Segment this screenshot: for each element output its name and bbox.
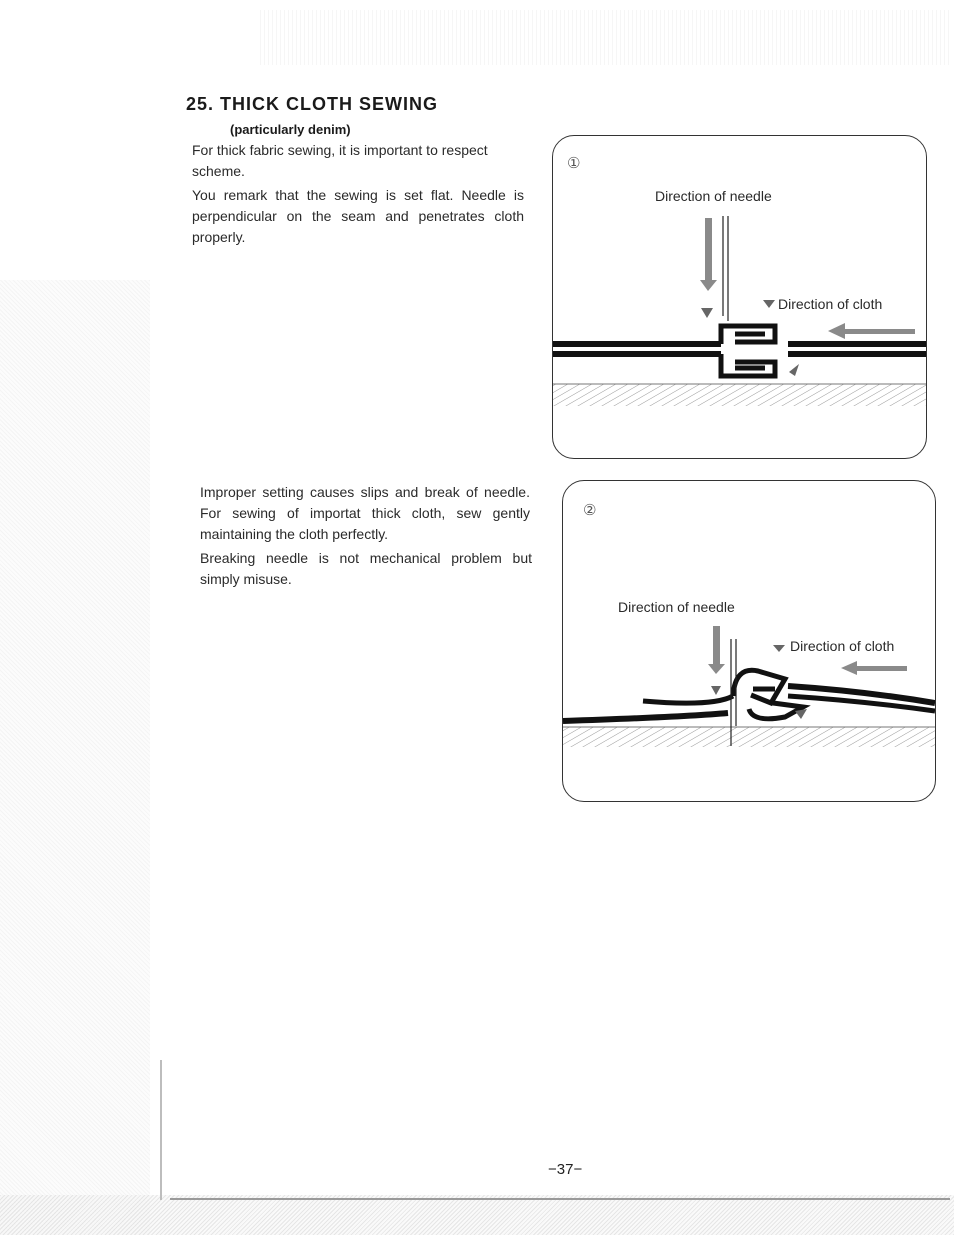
scan-noise-bottom [0,1195,954,1235]
scan-noise-left [0,280,150,1235]
cloth-direction-arrow [828,323,915,339]
cloth-layers [563,686,935,721]
scan-noise-top [260,10,950,65]
figure-2-needle-label: Direction of needle [618,599,735,615]
needle-direction-arrow [700,218,717,291]
paragraph-flat-setting: You remark that the sewing is set flat. Needle is perpendicular on the seam and penetrates cloth properly. [192,187,524,245]
figure-correct-sewing [552,135,927,459]
page-number: −37− [548,1161,583,1178]
paragraph-improper-setting: Improper setting causes slips and break of needle. For sewing of importat thick cloth, sew gently maintaining the cloth perfectly. [200,484,530,542]
needle [723,216,728,321]
needle-direction-arrow [708,626,725,674]
figure-1-number: ① [567,155,581,172]
page-edge [160,1060,162,1200]
table-surface-hatch [553,384,926,406]
figure-incorrect-sewing [562,480,936,802]
folded-seam [721,326,775,376]
figure-1-cloth-label: Direction of cloth [778,296,883,312]
figure-2-cloth-label: Direction of cloth [790,638,895,654]
section-subheading: (particularly denim) [230,122,351,137]
paragraph-importance: For thick fabric sewing, it is important to respect scheme. [192,142,488,179]
page-bottom-rule [170,1198,950,1200]
table-surface-hatch [563,727,935,747]
section-heading: 25. THICK CLOTH SEWING [186,94,439,114]
cloth-direction-arrow [841,661,907,675]
figure-2-number: ② [583,502,597,519]
figure-1-needle-label: Direction of needle [655,188,772,204]
cloth-layers [553,344,926,354]
paragraph-misuse: Breaking needle is not mechanical problem but simply misuse. [200,550,532,587]
